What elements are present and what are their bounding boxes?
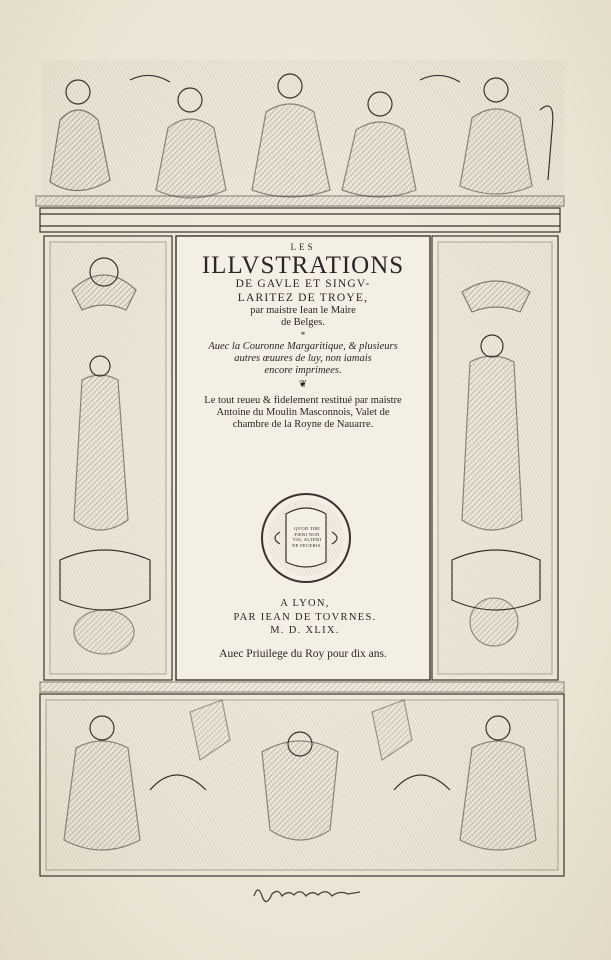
title-main: ILLVSTRATIONS	[201, 252, 405, 280]
imprint-place: A LYON,	[280, 598, 330, 609]
device-motto-line-2: FIERI NON	[294, 531, 320, 537]
italic-line-1: Auec la Couronne Margaritique, & plusieurs	[208, 341, 398, 353]
left-pilaster	[44, 236, 172, 680]
title-line-3: LARITEZ DE TROYE,	[237, 291, 369, 304]
author-line-2: de Belges.	[281, 316, 325, 328]
handwritten-signature-icon	[248, 880, 368, 904]
device-motto-line-3: VIS, ALTERI	[292, 537, 322, 543]
device-motto-line-1: QVOD TIBI	[294, 526, 320, 531]
top-figures	[36, 60, 564, 232]
device-motto	[281, 526, 333, 549]
title-block	[176, 242, 430, 431]
ornament-mark: ❦	[298, 379, 308, 391]
imprint-year: M. D. XLIX.	[270, 625, 340, 637]
right-pilaster	[432, 236, 558, 680]
italic-line-3: encore imprimees.	[264, 365, 342, 377]
edit-line-3: chambre de la Royne de Nauarre.	[232, 419, 374, 431]
title-line-2: DE GAVLE ET SINGV-	[235, 278, 371, 291]
imprint	[180, 597, 430, 638]
italic-line-2: autres œuures de luy, non iamais	[234, 353, 372, 365]
bottom-figures	[40, 682, 564, 876]
device-motto-line-4: NE FECERIS.	[291, 543, 323, 549]
title-les: LES	[290, 242, 316, 252]
author-line-1: par maistre Iean le Maire	[250, 304, 356, 316]
imprint-printer: PAR IEAN DE TOVRNES.	[233, 611, 377, 623]
ornament-star: *	[300, 329, 306, 340]
edit-line-2: Antoine du Moulin Masconnois, Valet de	[216, 407, 390, 418]
edit-line-1: Le tout reueu & fidelement restitué par maistre	[204, 394, 402, 406]
privilege-line: Auec Priuilege du Roy pour dix ans.	[219, 648, 387, 660]
